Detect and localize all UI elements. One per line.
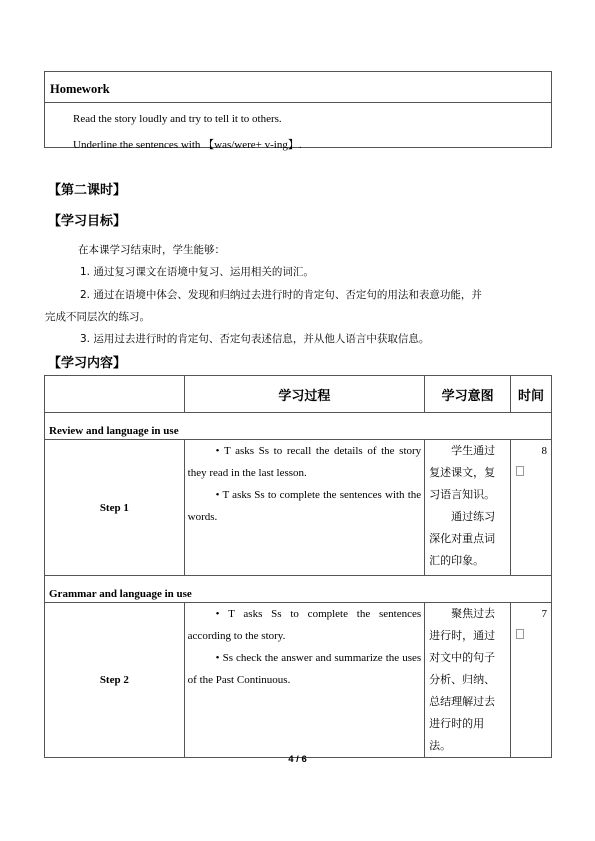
learning-content-table: [44, 375, 552, 758]
objective-2-line-2: 完成不同层次的练习。: [45, 311, 150, 323]
step-2-process: [184, 603, 425, 758]
objective-3: 3. 运用过去进行时的肯定句、否定句表述信息，并从他人语言中获取信息。: [80, 333, 430, 345]
step-1-process-item-1: • T asks Ss to recall the details of the story they read in the last lesson.: [187, 445, 422, 479]
header-empty: [45, 376, 185, 413]
step-2-process-item-2: • Ss check the answer and summarize the uses of the Past Continuous.: [187, 652, 422, 686]
table-row: [45, 603, 552, 758]
placeholder-box-icon: [516, 466, 524, 476]
lesson2-heading: 【第二课时】: [48, 183, 127, 198]
section-review: Review and language in use: [45, 413, 552, 440]
step-1-process-item-2: • T asks Ss to complete the sentences with the words.: [187, 489, 422, 523]
step-1-label: Step 1: [45, 440, 185, 576]
step-2-time-value: 7: [541, 608, 547, 620]
objective-1: 1. 通过复习课文在语境中复习、运用相关的词汇。: [80, 266, 314, 278]
section-grammar: Grammar and language in use: [45, 576, 552, 603]
placeholder-box-icon: [516, 629, 524, 639]
step-1-intent: [425, 440, 511, 576]
header-intent: 学习意图: [425, 376, 511, 413]
content-heading: 【学习内容】: [48, 356, 127, 371]
step-2-intent-1: 聚焦过去进行时，通过对文中的句子分析、归纳、总结理解过去进行时的用法。: [429, 607, 496, 752]
step-2-time: [511, 603, 552, 758]
section-row: [45, 413, 552, 440]
step-1-time-value: 8: [541, 445, 547, 457]
page-number: 4 / 6: [288, 754, 307, 765]
homework-line-1: Read the story loudly and try to tell it to others.: [73, 113, 282, 125]
step-1-intent-1: 学生通过复述课文，复习语言知识。: [429, 444, 496, 501]
homework-line-2: Underline the sentences with 【was/were+ v-ing】.: [73, 139, 302, 151]
step-2-intent: [425, 603, 511, 758]
objective-2-line-1: 2. 通过在语境中体会、发现和归纳过去进行时的肯定句、否定句的用法和表意功能，并: [80, 289, 482, 301]
step-1-process: [184, 440, 425, 576]
table-row: [45, 440, 552, 576]
step-2-label: Step 2: [45, 603, 185, 758]
step-1-intent-2: 通过练习深化对重点词汇的印象。: [429, 510, 496, 567]
table-header-row: [45, 376, 552, 413]
step-1-time: [511, 440, 552, 576]
objectives-heading: 【学习目标】: [48, 214, 127, 229]
step-2-process-item-1: • T asks Ss to complete the sentences according to the story.: [187, 608, 422, 642]
header-time: 时间: [511, 376, 552, 413]
objectives-intro: 在本课学习结束时，学生能够：: [78, 244, 225, 256]
header-process: 学习过程: [184, 376, 425, 413]
homework-title: Homework: [45, 72, 552, 103]
section-row: [45, 576, 552, 603]
